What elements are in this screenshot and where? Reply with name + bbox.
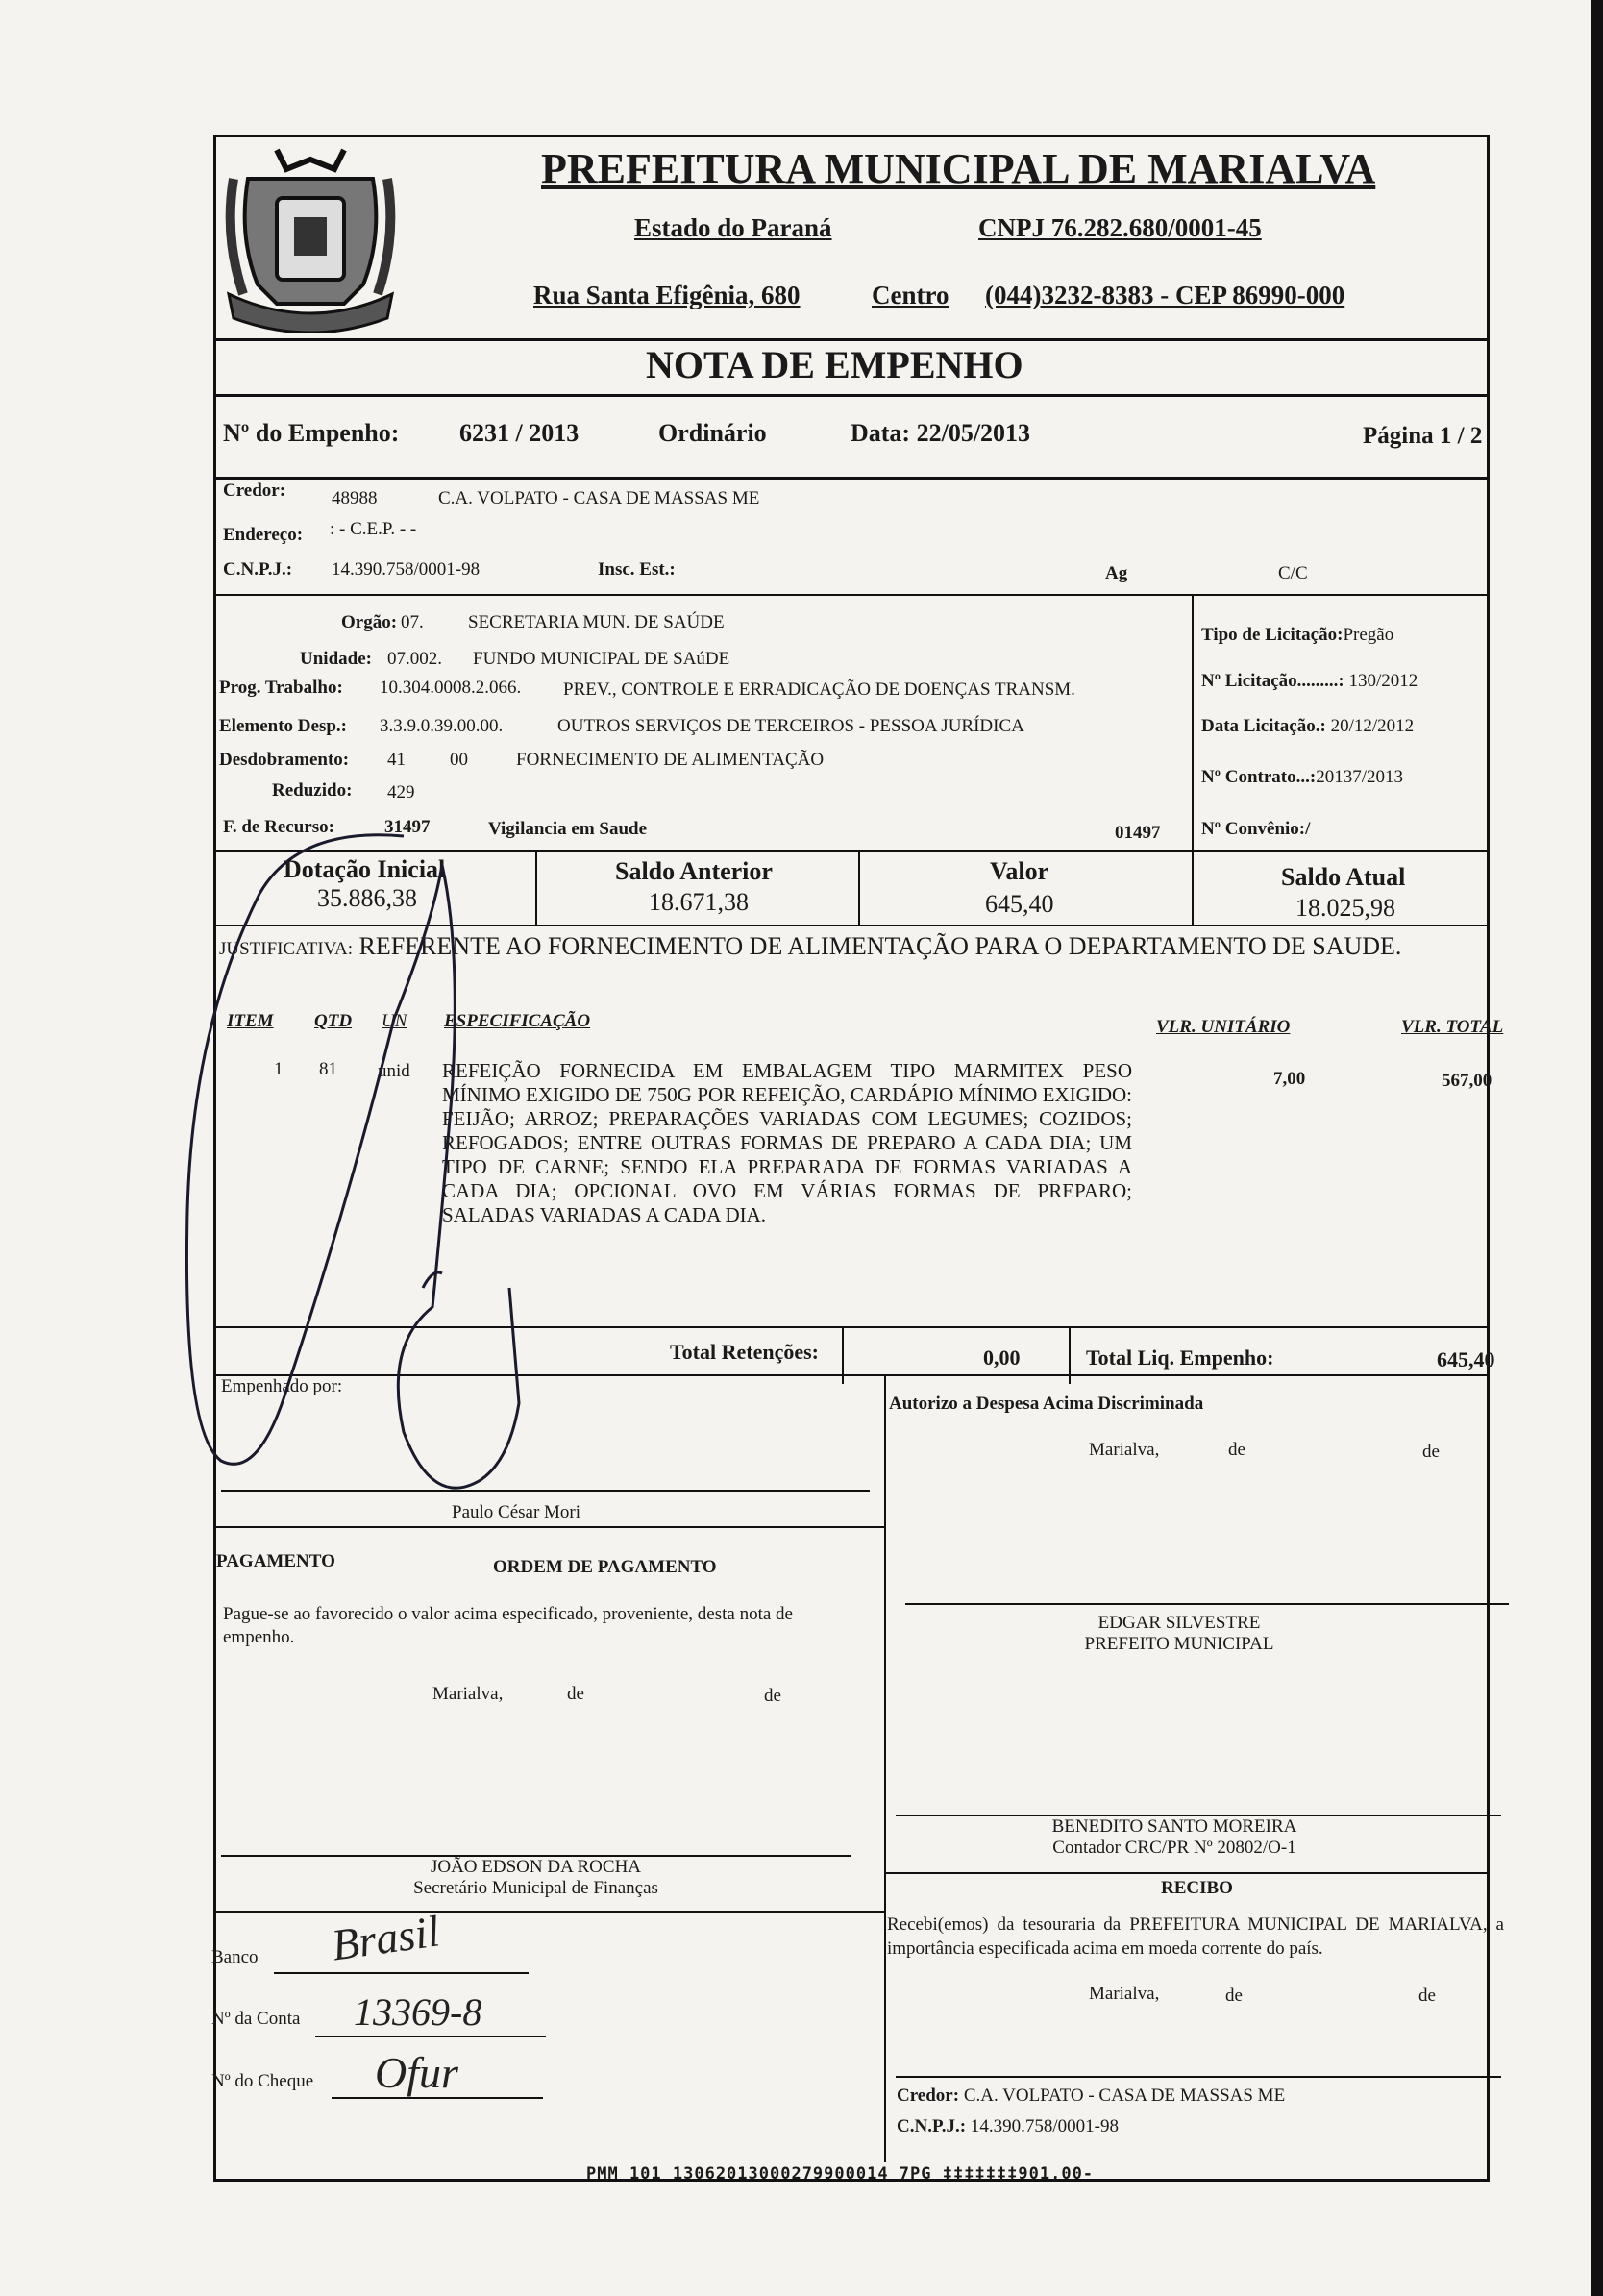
prog-label: Prog. Trabalho: — [219, 678, 343, 698]
divider — [213, 394, 1490, 397]
prog-desc: PREV., CONTROLE E ERRADICAÇÃO DE DOENÇAS TRANSM. — [563, 679, 1075, 700]
signature-line — [896, 2076, 1501, 2078]
divider — [884, 1374, 886, 2162]
cc-label: C/C — [1278, 563, 1308, 583]
prefeito-block — [905, 1613, 1453, 1655]
recibo-cnpj-value: 14.390.758/0001-98 — [970, 2116, 1119, 2136]
pagamento-city: Marialva, — [432, 1684, 504, 1704]
retencoes-label: Total Retenções: — [670, 1340, 819, 1364]
conta-handwriting: 13369-8 — [354, 1990, 482, 2034]
recibo-credor — [897, 2086, 1285, 2107]
contador-block — [896, 1816, 1453, 1859]
data-licitacao-label: Data Licitação.: 20/12/2012 — [1201, 716, 1415, 736]
signature-stroke-icon — [154, 807, 634, 1518]
tipo-licitacao-label: Tipo de Licitação:Pregão — [1201, 625, 1394, 645]
reduzido-label: Reduzido: — [272, 780, 353, 801]
dotacao-label: Dotação Inicial — [284, 855, 446, 883]
endereco-label: Endereço: — [223, 525, 304, 545]
divider — [858, 850, 860, 925]
bank-stamp: PMM 101 13062013000279900014 7PG ‡‡‡‡‡‡‡901,00- — [586, 2164, 1095, 2184]
secretario-block — [221, 1857, 851, 1899]
recurso-label: F. de Recurso: — [223, 817, 334, 837]
orgao-label: Orgão: — [341, 612, 398, 632]
empenhado-name: Paulo César Mori — [452, 1502, 581, 1522]
item-un: unid — [378, 1061, 410, 1081]
pagamento-de1: de — [567, 1684, 584, 1704]
recibo-cnpj-label: C.N.P.J.: — [897, 2116, 967, 2136]
banco-handwriting: Brasil — [328, 1906, 443, 1970]
divider — [213, 1911, 884, 1913]
pagamento-text: Pague-se ao favorecido o valor acima especificado, proveniente, desta nota de empenho. — [223, 1604, 793, 1647]
contador-name: BENEDITO SANTO MOREIRA — [1051, 1816, 1297, 1837]
doc-title: NOTA DE EMPENHO — [646, 343, 1023, 386]
item-vlr-total: 567,00 — [1442, 1071, 1492, 1091]
recurso-desc: Vigilancia em Saude — [488, 819, 648, 839]
cheque-label: Nº do Cheque — [211, 2071, 314, 2091]
col-un: UN — [382, 1011, 407, 1031]
unidade-desc: FUNDO MUNICIPAL DE SAúDE — [473, 649, 730, 669]
justificativa-label: JUSTIFICATIVA: — [219, 939, 354, 959]
ordem-label: ORDEM DE PAGAMENTO — [493, 1557, 717, 1577]
valor-label: Valor — [990, 857, 1049, 885]
autorizo-de1: de — [1228, 1440, 1245, 1460]
saldo-atual-label: Saldo Atual — [1281, 863, 1406, 891]
item-number: 1 — [274, 1059, 284, 1079]
contador-role: Contador CRC/PR Nº 20802/O-1 — [1052, 1838, 1296, 1858]
municipal-seal-icon — [219, 140, 402, 333]
endereco-value: : - C.E.P. - - — [330, 519, 417, 539]
credor-code: 48988 — [332, 488, 378, 508]
pagamento-label: PAGAMENTO — [216, 1551, 335, 1571]
prefeito-role: PREFEITO MUNICIPAL — [1084, 1634, 1274, 1654]
divider — [213, 1526, 884, 1528]
item-vlr-unitario: 7,00 — [1273, 1069, 1306, 1089]
header-title: PREFEITURA MUNICIPAL DE MARIALVA — [541, 145, 1376, 192]
divider — [213, 477, 1490, 480]
banco-label: Banco — [211, 1947, 259, 1967]
pagamento-de2: de — [764, 1686, 781, 1706]
desdob-desc: FORNECIMENTO DE ALIMENTAÇÃO — [516, 750, 825, 770]
empenho-page: Página 1 / 2 — [1363, 423, 1483, 449]
empenho-type: Ordinário — [658, 419, 767, 447]
valor-value: 645,40 — [985, 890, 1054, 918]
item-description: REFEIÇÃO FORNECIDA EM EMBALAGEM TIPO MARMITEX PESO MÍNIMO EXIGIDO DE 750G POR REFEIÇÃO, CARDÁPIO MÍNIMO EXIGIDO: FEIJÃO; ARROZ; PREPARAÇÕES VARIADAS COM LEGUMES; COZIDOS; REFOGADOS; ENTRE OUTRAS FORMAS DE PREPARO A CADA DIA; UM TIPO DE CARNE; SENDO ELA PREPARADA DE FORMAS VARIADAS A CADA DIA; OPCIONAL OVO EM VÁRIAS FORMAS DE PREPARO; SALADAS VARIADAS A CADA DIA. — [442, 1059, 1132, 1226]
num-licitacao-label: Nº Licitação.........: 130/2012 — [1201, 671, 1418, 691]
autorizo-city: Marialva, — [1089, 1440, 1160, 1460]
desdob-code2: 00 — [450, 750, 468, 770]
convenio-label: Nº Convênio:/ — [1201, 819, 1311, 839]
empenho-number: 6231 / 2013 — [459, 419, 580, 447]
header-state: Estado do Paraná — [634, 213, 832, 242]
recurso-code: 31497 — [384, 817, 431, 837]
prog-code: 10.304.0008.2.066. — [380, 678, 522, 698]
empenho-date: Data: 22/05/2013 — [851, 419, 1031, 447]
recibo-cnpj — [897, 2116, 1119, 2137]
divider — [1192, 850, 1194, 925]
conta-line — [315, 2036, 546, 2037]
divider — [884, 1872, 1490, 1874]
liq-value: 645,40 — [1437, 1347, 1495, 1371]
prefeito-name: EDGAR SILVESTRE — [1097, 1613, 1261, 1633]
page-edge — [1591, 0, 1603, 2296]
banco-line — [274, 1972, 529, 1974]
header-cnpj: CNPJ 76.282.680/0001-45 — [978, 213, 1262, 242]
divider — [1192, 594, 1194, 853]
col-vlr-total: VLR. TOTAL — [1401, 1017, 1504, 1037]
header-street: Rua Santa Efigênia, 680 — [533, 281, 801, 309]
elemento-label: Elemento Desp.: — [219, 716, 347, 736]
retencoes-value: 0,00 — [983, 1346, 1021, 1370]
signature-line — [905, 1603, 1509, 1605]
dotacao-value: 35.886,38 — [317, 884, 417, 912]
empenhado-label: Empenhado por: — [221, 1376, 343, 1396]
autorizo-de2: de — [1422, 1442, 1440, 1462]
elemento-desc: OUTROS SERVIÇOS DE TERCEIROS - PESSOA JURÍDICA — [557, 716, 1024, 736]
conta-label: Nº da Conta — [211, 2009, 301, 2029]
col-item: ITEM — [227, 1011, 274, 1031]
recurso-code2: 01497 — [1115, 823, 1161, 843]
credor-label: Credor: — [223, 481, 286, 501]
autorizo-label: Autorizo a Despesa Acima Discriminada — [889, 1394, 1204, 1414]
elemento-code: 3.3.9.0.39.00.00. — [380, 716, 504, 736]
recibo-text: Recebi(emos) da tesouraria da PREFEITURA MUNICIPAL DE MARIALVA, a importância especificada acima em moeda corrente do país. — [887, 1914, 1504, 1959]
contrato-label: Nº Contrato...:20137/2013 — [1201, 767, 1403, 787]
recibo-de1: de — [1225, 1986, 1243, 2006]
recibo-label: RECIBO — [1161, 1878, 1233, 1898]
recibo-de2: de — [1418, 1986, 1436, 2006]
justificativa-text: REFERENTE AO FORNECIMENTO DE ALIMENTAÇÃO PARA O DEPARTAMENTO DE SAUDE. — [358, 932, 1402, 960]
divider — [213, 338, 1490, 341]
unidade-label: Unidade: — [300, 649, 372, 669]
recibo-credor-value: C.A. VOLPATO - CASA DE MASSAS ME — [963, 2086, 1286, 2106]
liq-label: Total Liq. Empenho: — [1086, 1346, 1274, 1370]
saldo-anterior-label: Saldo Anterior — [615, 857, 773, 885]
col-especificacao: ESPECIFICAÇÃO — [444, 1011, 591, 1031]
desdob-label: Desdobramento: — [219, 750, 350, 770]
col-vlr-unitario: VLR. UNITÁRIO — [1156, 1017, 1291, 1037]
cnpj-label: C.N.P.J.: — [223, 559, 293, 580]
unidade-code: 07.002. — [387, 649, 442, 669]
saldo-atual-value: 18.025,98 — [1295, 894, 1395, 922]
credor-name: C.A. VOLPATO - CASA DE MASSAS ME — [438, 488, 760, 508]
reduzido-value: 429 — [387, 782, 415, 802]
empenho-label: Nº do Empenho: — [223, 419, 400, 447]
recibo-credor-label: Credor: — [897, 2086, 960, 2106]
secretario-name: JOÃO EDSON DA ROCHA — [430, 1857, 642, 1877]
desdob-code1: 41 — [387, 750, 406, 770]
divider — [213, 594, 1490, 596]
orgao-code: 07. — [401, 612, 424, 632]
recibo-city: Marialva, — [1089, 1984, 1160, 2004]
header-district: Centro — [872, 281, 949, 309]
item-qtd: 81 — [319, 1059, 337, 1079]
cnpj-value: 14.390.758/0001-98 — [332, 559, 481, 580]
insc-label: Insc. Est.: — [598, 559, 676, 580]
saldo-anterior-value: 18.671,38 — [649, 888, 749, 916]
header-phone-cep: (044)3232-8383 - CEP 86990-000 — [985, 281, 1345, 309]
col-qtd: QTD — [314, 1011, 353, 1031]
cheque-handwriting: Ofur — [375, 2048, 458, 2097]
orgao-desc: SECRETARIA MUN. DE SAÚDE — [468, 612, 725, 632]
secretario-role: Secretário Municipal de Finanças — [413, 1878, 658, 1898]
ag-label: Ag — [1105, 563, 1128, 583]
